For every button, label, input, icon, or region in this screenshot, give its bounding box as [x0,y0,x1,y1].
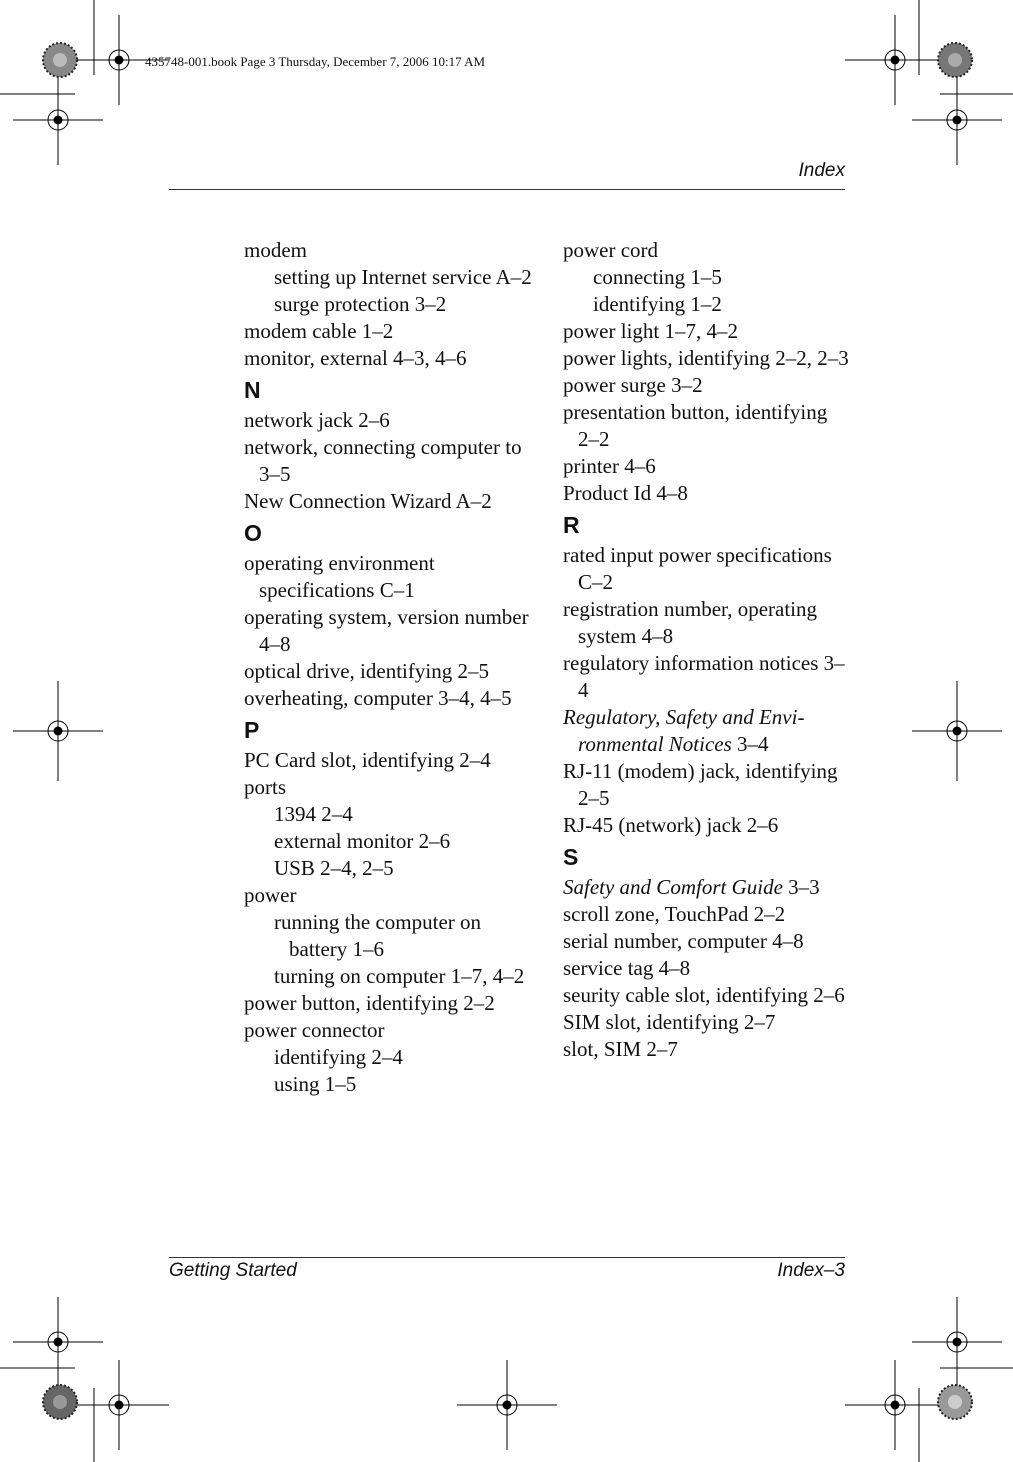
index-entry: overheating, computer 3–4, 4–5 [244,686,512,710]
index-subentry: identifying 2–4 [274,1045,403,1069]
index-letter-heading: P [244,717,260,743]
index-entry: power lights, identifying 2–2, 2–3 [563,346,849,370]
index-column-right [563,237,853,1063]
index-entry: power button, identifying 2–2 [244,991,495,1015]
index-entry: optical drive, identifying 2–5 [244,659,489,683]
index-subentry: setting up Internet service A–2 [274,265,532,289]
index-entry: regulatory information notices 3–4 [563,651,845,702]
index-entry: network jack 2–6 [244,408,390,432]
index-entry [563,704,853,758]
footer-rule [169,1257,845,1258]
index-entry: power connector [244,1018,385,1042]
index-entry: SIM slot, identifying 2–7 [563,1010,776,1034]
index-subentry: identifying 1–2 [593,292,722,316]
index-entry: PC Card slot, identifying 2–4 [244,748,491,772]
index-entry: ports [244,775,286,799]
index-entry: network, connecting computer to 3–5 [244,435,522,486]
index-subentry: external monitor 2–6 [274,829,451,853]
index-entry: power [244,883,297,907]
index-entry: printer 4–6 [563,454,656,478]
index-letter-heading: R [563,512,580,538]
index-entry: monitor, external 4–3, 4–6 [244,346,467,370]
index-subentry: USB 2–4, 2–5 [274,856,394,880]
index-entry: operating environment specifications C–1 [244,551,435,602]
index-entry: modem [244,238,307,262]
index-column-left [244,237,534,1098]
footer-page-number: Index–3 [777,1260,845,1281]
running-head: Index [798,160,845,181]
index-entry: serial number, computer 4–8 [563,929,804,953]
header-rule [169,189,845,190]
index-entry-title: Safety and Comfort Guide [563,875,783,899]
index-entry-title: Regulatory, Safety and Envi-ronmental Notices [563,705,805,756]
index-subentry: connecting 1–5 [593,265,722,289]
index-letter-heading: O [244,520,262,546]
index-entry: New Connection Wizard A–2 [244,489,492,513]
index-subentry: using 1–5 [274,1072,357,1096]
index-letter-heading: S [563,844,579,870]
index-entry: operating system, version number 4–8 [244,605,529,656]
index-subentry: 1394 2–4 [274,802,353,826]
index-entry: Product Id 4–8 [563,481,688,505]
index-entry: rated input power specifications C–2 [563,543,832,594]
index-entry: scroll zone, TouchPad 2–2 [563,902,786,926]
index-subentry: running the computer on battery 1–6 [274,910,482,961]
index-entry-pages: 3–3 [782,875,820,899]
index-entry-pages: 3–4 [731,732,769,756]
index-subentry: turning on computer 1–7, 4–2 [274,964,525,988]
index-entry: power light 1–7, 4–2 [563,319,738,343]
print-slug: 435748-001.book Page 3 Thursday, December 7, 2006 10:17 AM [145,54,486,69]
index-subentry: surge protection 3–2 [274,292,447,316]
index-entry: power cord [563,238,659,262]
index-entry: RJ-45 (network) jack 2–6 [563,813,779,837]
index-entry [563,874,853,901]
index-entry: RJ-11 (modem) jack, identifying 2–5 [563,759,838,810]
index-entry: seurity cable slot, identifying 2–6 [563,983,845,1007]
index-entry: registration number, operating system 4–8 [563,597,817,648]
footer-book-title: Getting Started [169,1260,297,1281]
index-entry: service tag 4–8 [563,956,691,980]
index-letter-heading: N [244,377,261,403]
index-entry: slot, SIM 2–7 [563,1037,678,1061]
index-entry: presentation button, identifying 2–2 [563,400,828,451]
index-entry: modem cable 1–2 [244,319,394,343]
index-entry: power surge 3–2 [563,373,703,397]
